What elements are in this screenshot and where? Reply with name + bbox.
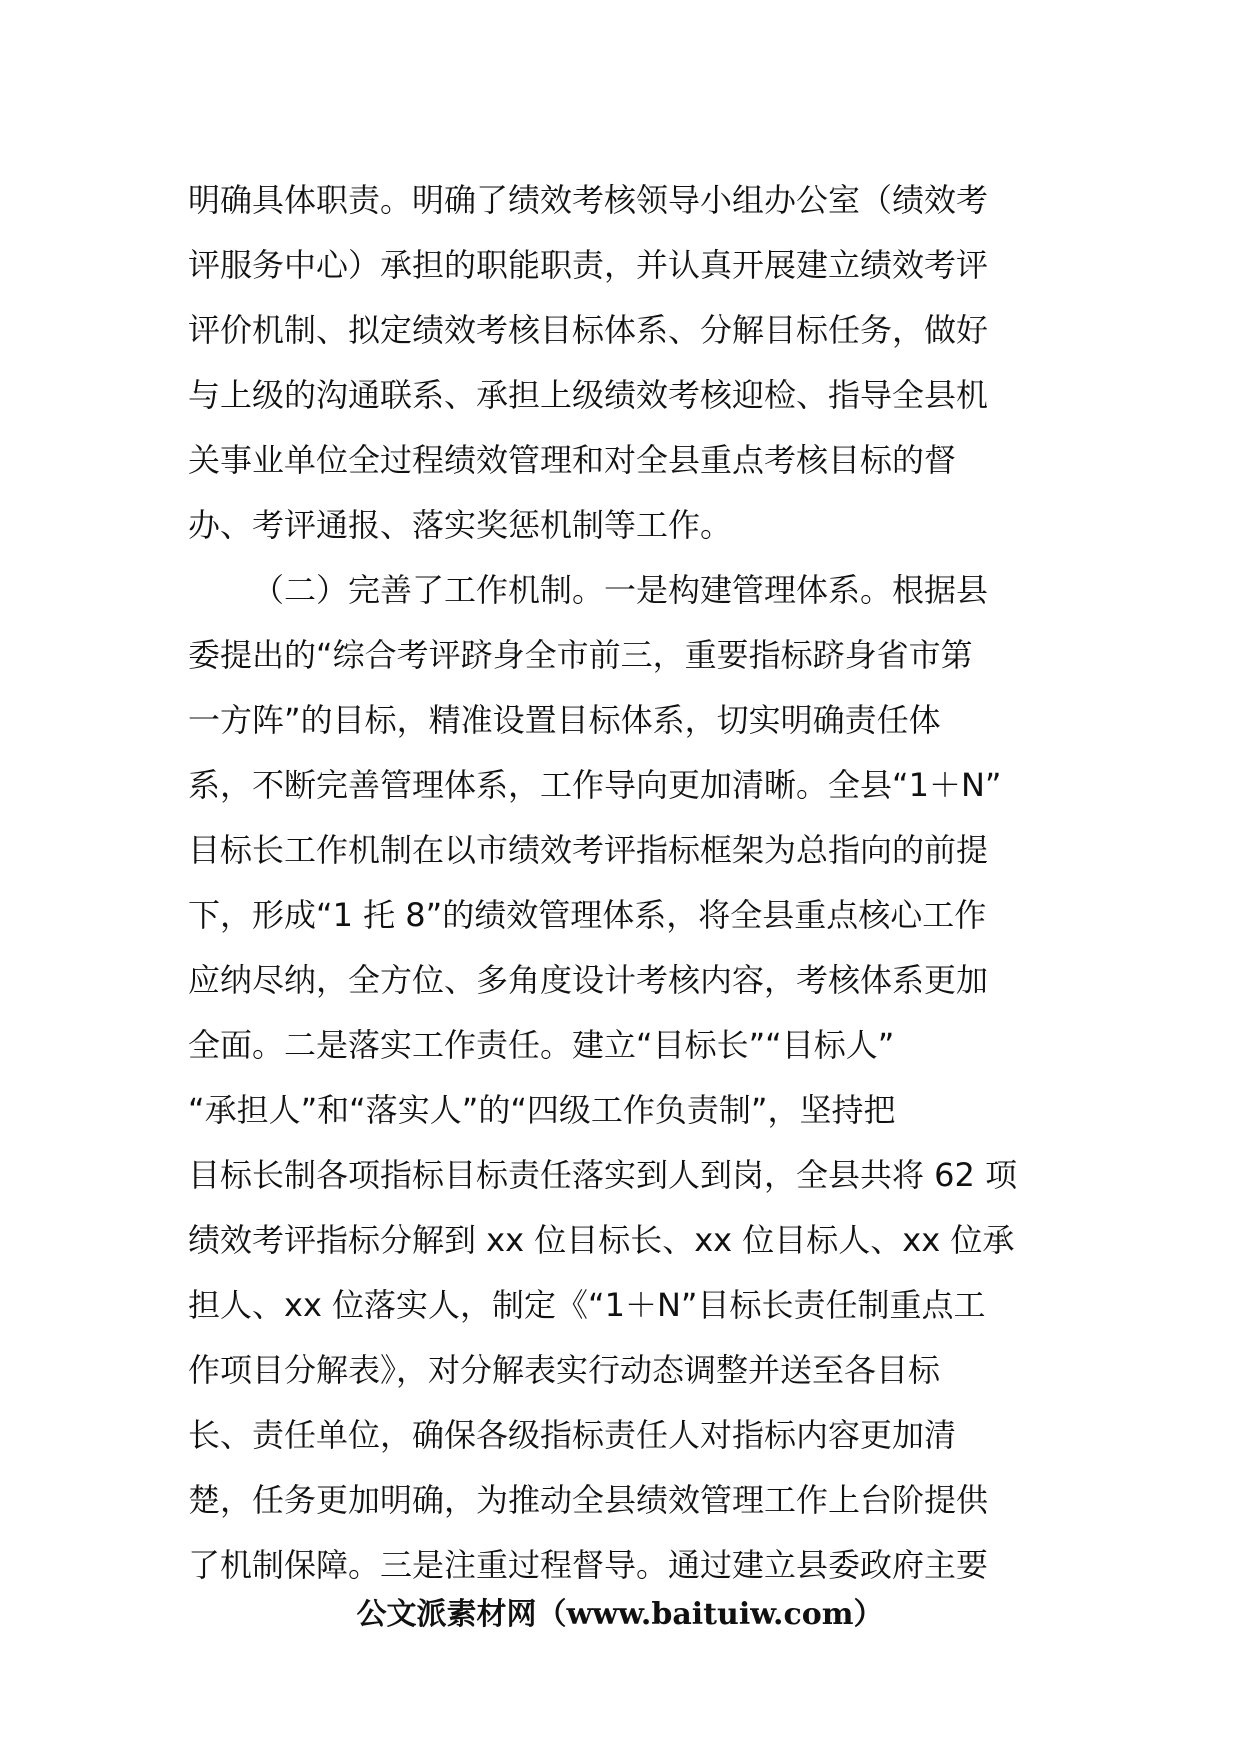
text-line: 长、责任单位，确保各级指标责任人对指标内容更加清	[188, 1416, 957, 1454]
text-line: 目标长工作机制在以市绩效考评指标框架为总指向的前提	[188, 831, 989, 869]
text-line: 全面。二是落实工作责任。建立“目标长”“目标人”	[188, 1026, 895, 1064]
text-line: 与上级的沟通联系、承担上级绩效考核迎检、指导全县机	[188, 376, 989, 414]
text-line: 楚，任务更加明确，为推动全县绩效管理工作上台阶提供	[188, 1481, 989, 1519]
text-line: 目标长制各项指标目标责任落实到人到岗，全县共将 62 项	[188, 1156, 1018, 1194]
text-line: 委提出的“综合考评跻身全市前三，重要指标跻身省市第	[188, 636, 973, 674]
text-line: 办、考评通报、落实奖惩机制等工作。	[188, 506, 733, 544]
text-line: 评服务中心）承担的职能职责，并认真开展建立绩效考评	[188, 246, 989, 284]
text-line: 担人、xx 位落实人，制定《“1＋N”目标长责任制重点工	[188, 1286, 986, 1324]
text-line: 评价机制、拟定绩效考核目标体系、分解目标任务，做好	[188, 311, 989, 349]
text-line: 应纳尽纳，全方位、多角度设计考核内容，考核体系更加	[188, 961, 989, 999]
text-line: 一方阵”的目标，精准设置目标体系，切实明确责任体	[188, 701, 941, 739]
text-line: 绩效考评指标分解到 xx 位目标长、xx 位目标人、xx 位承	[188, 1221, 1015, 1259]
text-line: 了机制保障。三是注重过程督导。通过建立县委政府主要	[188, 1546, 989, 1584]
text-line: 明确具体职责。明确了绩效考核领导小组办公室（绩效考	[188, 181, 989, 219]
paragraph-start-line: （二）完善了工作机制。一是构建管理体系。根据县	[252, 571, 989, 609]
text-line: 关事业单位全过程绩效管理和对全县重点考核目标的督	[188, 441, 957, 479]
text-line: 系，不断完善管理体系，工作导向更加清晰。全县“1＋N”	[188, 766, 1002, 804]
footer-watermark: 公文派素材网（www.baituiw.com）	[356, 1597, 884, 1632]
text-line: 下，形成“1 托 8”的绩效管理体系，将全县重点核心工作	[188, 896, 987, 934]
body-text	[188, 168, 1060, 1598]
text-line: “承担人”和“落实人”的“四级工作负责制”，坚持把	[188, 1091, 896, 1129]
text-line: 作项目分解表》，对分解表实行动态调整并送至各目标	[188, 1351, 941, 1389]
